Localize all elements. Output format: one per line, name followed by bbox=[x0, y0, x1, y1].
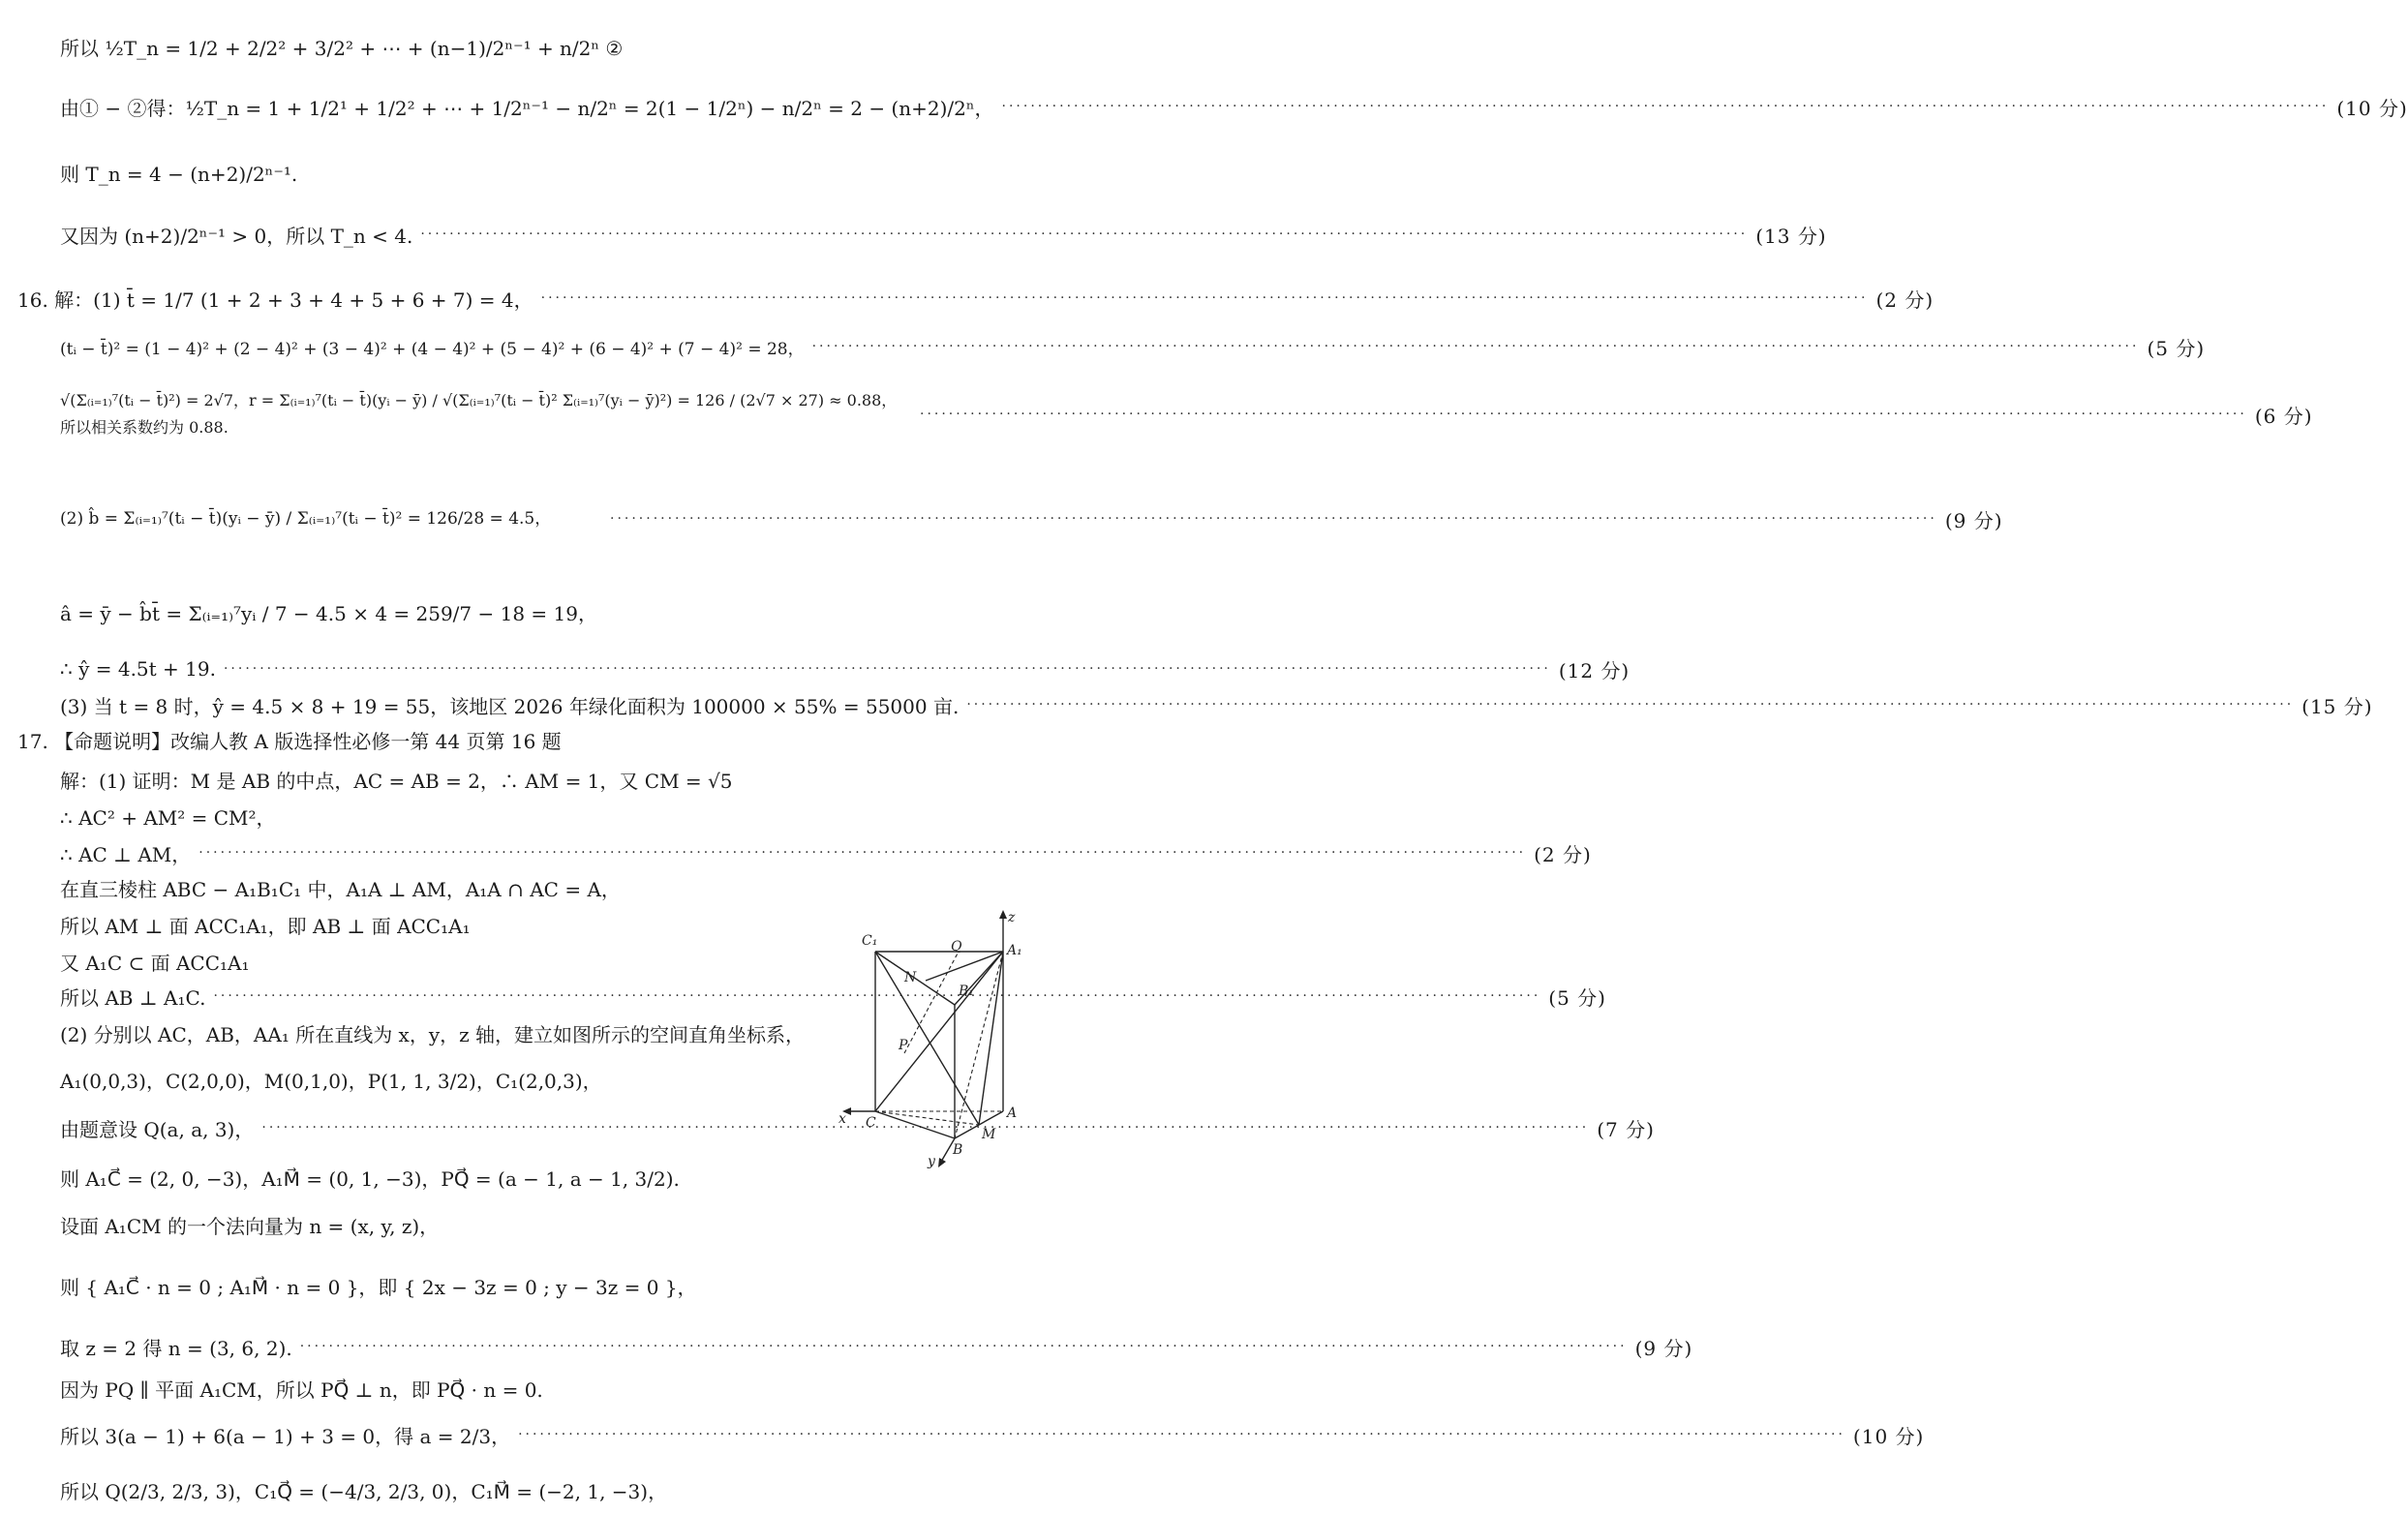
label-A: A bbox=[1007, 1105, 1018, 1121]
line-7-text: √(Σ₍ᵢ₌₁₎⁷(tᵢ − t̄)²) = 2√7，r = Σ₍ᵢ₌₁₎⁷(tᵢ − t̄)(yᵢ − ȳ) / √(Σ₍ᵢ₌₁₎⁷(tᵢ − t̄)² Σ₍ᵢ₌₁₎⁷(yᵢ − ȳ)²) = 126 / (2√7 × 27) ≈ 0.88，所以相关系数约为 0.88. bbox=[60, 391, 898, 437]
line-5-text: 16. 解：(1) t̄ = 1/7 (1 + 2 + 3 + 4 + 5 + 6 + 7) = 4， bbox=[17, 288, 533, 312]
line-2-text: 由① − ②得：½T_n = 1 + 1/2¹ + 1/2² + ⋯ + 1/2ⁿ⁻¹ − n/2ⁿ = 2(1 − 1/2ⁿ) − n/2ⁿ = 2 − (n+2)/2ⁿ， bbox=[60, 96, 994, 120]
line-16-text: 在直三棱柱 ABC − A₁B₁C₁ 中，A₁A ⊥ AM，A₁A ∩ AC = A， bbox=[60, 877, 621, 901]
score-badge: (9 分) bbox=[1944, 508, 2003, 532]
label-B1: B₁ bbox=[959, 984, 974, 999]
line-25 bbox=[0, 1257, 1106, 1315]
label-y: y bbox=[928, 1154, 935, 1169]
z-arrow-icon bbox=[999, 910, 1007, 919]
line-8-text: (2) b̂ = Σ₍ᵢ₌₁₎⁷(tᵢ − t̄)(yᵢ − ȳ) / Σ₍ᵢ₌₁₎⁷(tᵢ − t̄)² = 126/28 = 4.5， bbox=[60, 509, 552, 529]
label-z: z bbox=[1008, 910, 1016, 925]
line-26 bbox=[0, 1328, 1693, 1365]
line-3 bbox=[0, 153, 1106, 192]
line-28-text: 所以 3(a − 1) + 6(a − 1) + 3 = 0，得 a = 2/3， bbox=[60, 1424, 511, 1448]
line-15-text: ∴ AC ⊥ AM， bbox=[60, 842, 192, 866]
line-2 bbox=[0, 87, 2408, 126]
line-27 bbox=[0, 1369, 1106, 1408]
line-7 bbox=[0, 370, 2313, 459]
score-badge: (2 分) bbox=[1875, 288, 1935, 312]
line-23-text: 则 A₁C⃗ = (2, 0, −3)，A₁M⃗ = (0, 1, −3)，PQ⃗ = (a − 1, a − 1, 3/2). bbox=[60, 1166, 680, 1191]
line-3-text: 则 T_n = 4 − (n+2)/2ⁿ⁻¹. bbox=[60, 162, 298, 186]
line-6 bbox=[0, 327, 2206, 366]
score-badge: (5 分) bbox=[2147, 336, 2206, 360]
leader-dots bbox=[812, 339, 2140, 354]
line-26-text: 取 z = 2 得 n = (3, 6, 2). bbox=[60, 1336, 292, 1360]
line-29 bbox=[0, 1468, 1106, 1512]
line-19-text: 所以 AB ⊥ A₁C. bbox=[60, 985, 206, 1010]
score-badge: (10 分) bbox=[1852, 1424, 1925, 1448]
line-13-text: 解：(1) 证明：M 是 AB 的中点，AC = AB = 2，∴ AM = 1，又 CM = √5 bbox=[60, 769, 733, 793]
line-6-text: (tᵢ − t̄)² = (1 − 4)² + (2 − 4)² + (3 − 4)² + (4 − 4)² + (5 − 4)² + (6 − 4)² + (7 − 4)² = 28， bbox=[60, 339, 805, 359]
leader-dots bbox=[610, 511, 1937, 527]
score-badge: (13 分) bbox=[1755, 224, 1827, 248]
line-10 bbox=[0, 651, 1631, 687]
leader-dots bbox=[966, 697, 2294, 712]
score-badge: (9 分) bbox=[1634, 1336, 1693, 1360]
score-badge: (12 分) bbox=[1558, 658, 1631, 682]
score-badge: (5 分) bbox=[1548, 985, 1606, 1010]
label-P: P bbox=[899, 1038, 908, 1053]
dashed-A1-B bbox=[955, 952, 1003, 1138]
line-13 bbox=[0, 761, 1106, 798]
label-C: C bbox=[866, 1115, 876, 1131]
line-25-text: 则 { A₁C⃗ · n = 0 ; A₁M⃗ · n = 0 }，即 { 2x − 3z = 0 ; y − 3z = 0 }， bbox=[60, 1275, 697, 1299]
score-badge: (6 分) bbox=[2254, 404, 2313, 428]
line-10-text: ∴ ŷ = 4.5t + 19. bbox=[60, 657, 216, 681]
line-14 bbox=[0, 798, 1106, 834]
leader-dots bbox=[198, 845, 1526, 861]
line-8 bbox=[0, 474, 2003, 563]
score-badge: (7 分) bbox=[1597, 1117, 1655, 1141]
line-14-text: ∴ AC² + AM² = CM²， bbox=[60, 805, 276, 830]
line-28 bbox=[0, 1411, 1925, 1458]
line-15 bbox=[0, 834, 1592, 871]
leader-dots bbox=[920, 407, 2247, 422]
leader-dots bbox=[541, 290, 1869, 306]
line-22 bbox=[0, 1109, 1655, 1146]
line-5 bbox=[0, 279, 1935, 318]
line-11-text: (3) 当 t = 8 时，ŷ = 4.5 × 8 + 19 = 55，该地区 2026 年绿化面积为 100000 × 55% = 55000 亩. bbox=[60, 694, 960, 718]
line-12 bbox=[0, 722, 1063, 757]
label-A1: A₁ bbox=[1007, 943, 1022, 958]
line-17-text: 所以 AM ⊥ 面 ACC₁A₁，即 AB ⊥ 面 ACC₁A₁ bbox=[60, 914, 471, 938]
line-1-text: 所以 ½T_n = 1/2 + 2/2² + 3/2² + ⋯ + (n−1)/2ⁿ⁻¹ + n/2ⁿ ② bbox=[60, 36, 624, 60]
line-20-text: (2) 分别以 AC，AB，AA₁ 所在直线为 x，y，z 轴，建立如图所示的空间直角坐标系， bbox=[60, 1022, 806, 1046]
line-29-text: 所以 Q(2/3, 2/3, 3)，C₁Q⃗ = (−4/3, 2/3, 0)，C₁M⃗ = (−2, 1, −3)， bbox=[60, 1479, 668, 1503]
line-4 bbox=[0, 215, 1827, 254]
leader-dots bbox=[518, 1427, 1845, 1442]
line-12-text: 17. 【命题说明】改编人教 A 版选择性必修一第 44 页第 16 题 bbox=[17, 729, 562, 753]
leader-dots bbox=[1002, 99, 2330, 114]
edge-C1-M bbox=[875, 952, 979, 1125]
dashed-C-M bbox=[875, 1111, 979, 1125]
label-C1: C₁ bbox=[862, 933, 878, 949]
label-Q: Q bbox=[951, 939, 962, 954]
line-27-text: 因为 PQ ∥ 平面 A₁CM，所以 PQ⃗ ⊥ n，即 PQ⃗ · n = 0. bbox=[60, 1378, 543, 1402]
line-11 bbox=[0, 687, 2373, 722]
label-N: N bbox=[904, 970, 917, 985]
label-x: x bbox=[838, 1111, 846, 1127]
line-9 bbox=[0, 577, 1106, 647]
line-24-text: 设面 A₁CM 的一个法向量为 n = (x, y, z)， bbox=[60, 1214, 440, 1238]
score-badge: (2 分) bbox=[1534, 842, 1592, 866]
line-22-text: 由题意设 Q(a, a, 3)， bbox=[60, 1117, 255, 1141]
line-16 bbox=[0, 869, 1106, 906]
score-badge: (15 分) bbox=[2301, 694, 2373, 718]
leader-dots bbox=[224, 661, 1551, 677]
line-1 bbox=[0, 27, 1106, 66]
edge-C-B bbox=[875, 1111, 955, 1138]
line-21-text: A₁(0,0,3)，C(2,0,0)，M(0,1,0)，P(1, 1, 3/2)，C₁(2,0,3)， bbox=[60, 1069, 602, 1093]
score-badge: (10 分) bbox=[2336, 96, 2408, 120]
line-9-text: â = ȳ − b̂t̄ = Σ₍ᵢ₌₁₎⁷yᵢ / 7 − 4.5 × 4 = 259/7 − 18 = 19， bbox=[60, 601, 597, 625]
line-4-text: 又因为 (n+2)/2ⁿ⁻¹ > 0，所以 T_n < 4. bbox=[60, 224, 413, 248]
leader-dots bbox=[420, 227, 1748, 242]
line-24 bbox=[0, 1206, 1106, 1243]
prism-diagram bbox=[835, 908, 1033, 1174]
leader-dots bbox=[300, 1339, 1628, 1354]
label-B: B bbox=[953, 1142, 963, 1158]
label-M: M bbox=[982, 1127, 996, 1142]
line-18-text: 又 A₁C ⊂ 面 ACC₁A₁ bbox=[60, 951, 250, 975]
